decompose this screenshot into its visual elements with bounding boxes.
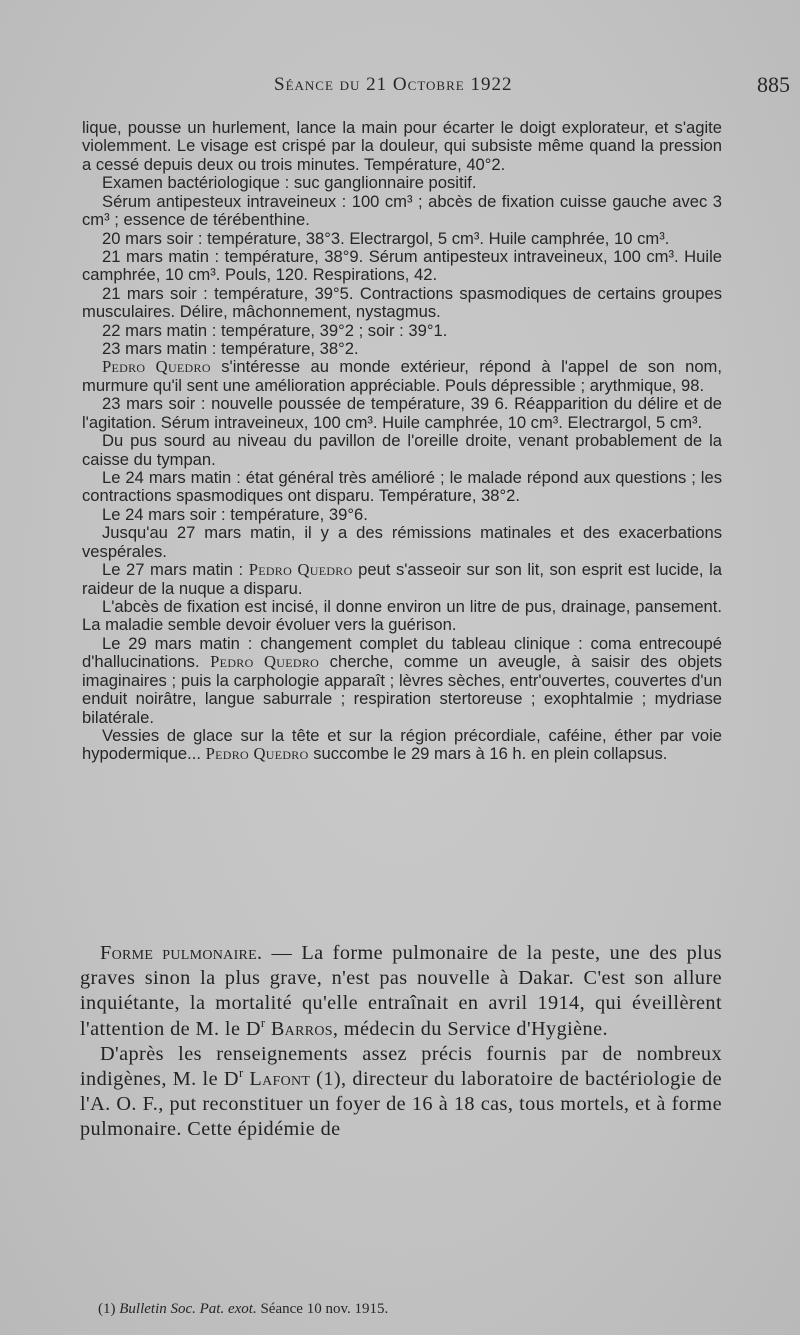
paragraph: L'abcès de fixation est incisé, il donne environ un litre de pus, drainage, pansement. La maladie semble devoir évoluer vers la guérison. — [82, 596, 722, 635]
paragraph: Jusqu'au 27 mars matin, il y a des rémissions matinales et des exacerbations vespérales. — [82, 523, 722, 561]
paragraph: 21 mars matin : température, 38°9. Sérum antipesteux intraveineux, 100 cm³. Huile camphrée, 10 cm³. Pouls, 120. Respirations, 42. — [82, 246, 722, 285]
page-header — [0, 72, 800, 96]
paragraph — [82, 727, 722, 764]
paragraph: lique, pousse un hurlement, lance la main pour écarter le doigt explorateur, et s'agite violemment. Le visage est crispé par la douleur, qui subsiste même quand la pression a cessé depuis deux ou trois minutes. Température, 40°2. — [82, 118, 722, 174]
footnote-marker: (1) — [98, 1301, 120, 1317]
paragraph: Le 24 mars soir : température, 39°6. — [102, 504, 368, 524]
paragraph: 20 mars soir : température, 38°3. Electrargol, 5 cm³. Huile camphrée, 10 cm³. — [102, 228, 670, 248]
paragraph-text: peut s'asseoir sur son lit, son esprit est lucide, la raideur de la nuque a disparu. — [82, 560, 722, 598]
footnote — [98, 1301, 388, 1318]
paragraph-text: succombe le 29 mars à 16 h. en plein collapsus. — [308, 744, 668, 764]
paragraph-text: (1), directeur du laboratoire de bactériologie de l'A. O. F., put reconstituer un foyer de 16 à 18 cas, tous mortels, et à forme pulmonaire. Cette épidémie de — [80, 1068, 722, 1141]
paragraph: Le 24 mars matin : état général très amélioré ; le malade répond aux questions ; les contractions spasmodiques ont disparu. Température, 38°2. — [82, 468, 722, 506]
paragraph-text: , médecin du Service d'Hygiène. — [332, 1017, 608, 1040]
patient-name: Pedro Quedro — [205, 744, 309, 764]
paragraph-text: cherche, comme un aveugle, à saisir des objets imaginaires ; puis la carphologie apparaît ; lèvres sèches, entr'ouvertes, couvertes d'un enduit noirâtre, langue saburrale ; respiration stertoreuse ; exophtalmie ; mydriase bilatérale. — [82, 652, 722, 727]
paragraph: Sérum antipesteux intraveineux : 100 cm³ ; abcès de fixation cuisse gauche avec 3 cm³ ; essence de térébenthine. — [82, 191, 722, 230]
superscript: r — [260, 1015, 266, 1030]
person-name: Lafont — [243, 1068, 311, 1091]
paragraph: 23 mars soir : nouvelle poussée de température, 39 6. Réapparition du délire et de l'agitation. Sérum intraveineux, 100 cm³. Huile camphrée, 10 cm³. Electrargol, 5 cm³. — [82, 394, 722, 432]
section-title: Forme pulmonaire. — [100, 942, 263, 964]
paragraph: 21 mars soir : température, 39°5. Contractions spasmodiques de certains groupes musculaires. Délire, mâchonnement, nystagmus. — [82, 283, 722, 322]
paragraph-text: — La forme pulmonaire de la peste, une des plus graves sinon la plus grave, n'est pas nouvelle à Dakar. C'est son allure inquiétante, la mortalité qu'elle entraînait en avril 1914, qui éveillèrent l'attention de M. le D — [80, 942, 722, 1040]
footnote-source: Bulletin Soc. Pat. exot. — [119, 1301, 257, 1317]
paragraph-text: Vessies de glace sur la tête et sur la région précordiale, caféine, éther par voie hypodermique... — [82, 725, 722, 764]
footnote-detail: Séance 10 nov. 1915. — [256, 1301, 389, 1317]
patient-name: Pedro Quedro — [210, 652, 320, 672]
person-name: Barros — [265, 1017, 333, 1040]
paragraph-text: Le 29 mars matin : changement complet du tableau clinique : coma entrecoupé d'hallucinations. — [82, 633, 722, 672]
patient-name: Pedro Quedro — [102, 357, 211, 377]
paragraph: Du pus sourd au niveau du pavillon de l'oreille droite, venant probablement de la caisse du tympan. — [82, 431, 722, 469]
paragraph — [82, 358, 722, 395]
paragraph — [80, 1042, 722, 1143]
running-head: Séance du 21 Octobre 1922 — [274, 74, 513, 95]
main-text — [80, 941, 722, 1143]
paragraph — [82, 561, 722, 598]
page-number: 885 — [757, 72, 790, 97]
patient-name: Pedro Quedro — [248, 560, 353, 580]
case-observation — [82, 119, 722, 764]
paragraph — [80, 941, 722, 1042]
paragraph — [82, 635, 722, 727]
superscript: r — [238, 1066, 244, 1081]
paragraph-text: s'intéresse au monde extérieur, répond à l'appel de son nom, murmure qu'il sent une amélioration appréciable. Pouls dépressible ; arythmique, 98. — [82, 357, 722, 395]
paragraph-text: D'après les renseignements assez précis fournis par de nombreux indigènes, M. le D — [80, 1042, 722, 1091]
paragraph: 22 mars matin : température, 39°2 ; soir : 39°1. — [102, 320, 448, 340]
paragraph-text: Le 27 mars matin : — [102, 560, 249, 580]
paragraph: 23 mars matin : température, 38°2. — [102, 339, 359, 359]
paragraph: Examen bactériologique : suc ganglionnaire positif. — [102, 173, 477, 193]
